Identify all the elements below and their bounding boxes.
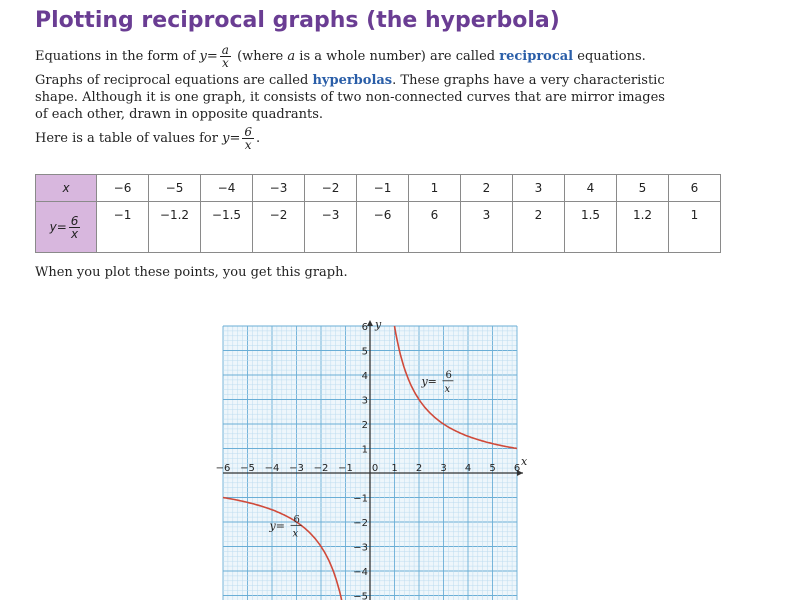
x-value-cell: 5 (617, 175, 669, 202)
x-tick-label: 3 (440, 463, 447, 474)
y-value-cell: 6 (409, 202, 461, 253)
x-value-cell: 4 (565, 175, 617, 202)
paragraph-reciprocal (35, 44, 646, 69)
x-tick-label: −1 (338, 463, 353, 474)
keyword-hyperbolas: hyperbolas (312, 73, 393, 88)
y-value-cell: −1.2 (149, 202, 201, 253)
denominator: x (221, 56, 229, 70)
x-value-cell: 3 (513, 175, 565, 202)
x-value-cell: −2 (305, 175, 357, 202)
y-value-cell: −1 (97, 202, 149, 253)
y-value-cell: −1.5 (201, 202, 253, 253)
x-value-cell: 1 (409, 175, 461, 202)
keyword-reciprocal: reciprocal (499, 49, 574, 64)
x-value-cell: 6 (669, 175, 721, 202)
x-tick-label: −3 (289, 463, 304, 474)
y-tick-label: −5 (353, 591, 368, 600)
x-value-cell: 2 (461, 175, 513, 202)
text: Graphs of reciprocal equations are called (35, 73, 309, 88)
curve-label-numerator: 6 (445, 369, 452, 381)
x-tick-label: 0 (371, 463, 379, 474)
numerator: 6 (244, 125, 252, 139)
x-axis-label: x (521, 455, 528, 468)
x-value-cell: −5 (149, 175, 201, 202)
numerator: a (221, 43, 229, 57)
y-value-cell: −3 (305, 202, 357, 253)
text: of each other, drawn in opposite quadrants. (35, 107, 324, 122)
var-a: a (287, 49, 296, 64)
y-tick-label: 1 (361, 444, 368, 456)
y-value-cell: 1 (669, 202, 721, 253)
y-value-cell: 2 (513, 202, 565, 253)
x-value-cell: −3 (253, 175, 305, 202)
y-tick-label: 4 (361, 371, 368, 382)
equals-sign: = (56, 219, 67, 234)
text: is a whole number) are called (299, 49, 496, 64)
var-y: y (49, 219, 57, 234)
text: shape. Although it is one graph, it consists of two non-connected curves that are mirror images (35, 90, 665, 105)
plot-caption: When you plot these points, you get this graph. (35, 265, 348, 280)
text: . (256, 131, 261, 146)
denominator: x (244, 138, 252, 152)
table-row-y (36, 202, 721, 253)
x-value-cell: −4 (201, 175, 253, 202)
x-tick-label: −2 (313, 463, 329, 474)
y-value-cell: −2 (253, 202, 305, 253)
y-tick-label: −2 (353, 518, 368, 529)
page-title: Plotting reciprocal graphs (the hyperbola) (35, 8, 560, 33)
var-y: y (222, 131, 230, 146)
y-header (36, 202, 97, 253)
x-tick-label: −4 (264, 463, 280, 474)
y-tick-label: 6 (361, 322, 368, 333)
text: Equations in the form of (35, 49, 196, 64)
y-tick-label: 2 (361, 420, 368, 431)
curve-label-denominator: x (292, 528, 299, 540)
y-value-cell: 1.5 (565, 202, 617, 253)
fraction-6-over-x (242, 126, 254, 151)
curve-label-denominator: x (444, 383, 451, 395)
x-value-cell: −6 (97, 175, 149, 202)
equals-sign: = (206, 49, 218, 64)
fraction-a-over-x (220, 44, 231, 69)
y-value-cell: 1.2 (617, 202, 669, 253)
y-tick-label: −1 (353, 493, 368, 505)
equals-sign: = (229, 131, 241, 146)
curve-label-y: y= (269, 519, 285, 533)
y-axis-label: y (375, 318, 382, 331)
x-tick-label: −6 (215, 463, 231, 474)
x-header: x (36, 175, 97, 202)
var-y: y (199, 49, 207, 64)
y-tick-label: −4 (353, 567, 368, 578)
y-tick-label: 5 (361, 346, 368, 358)
numerator: 6 (70, 213, 79, 228)
y-value-cell: −6 (357, 202, 409, 253)
text: . These graphs have a very characteristic (392, 73, 665, 88)
x-value-cell: −1 (357, 175, 409, 202)
denominator: x (71, 226, 79, 241)
x-tick-label: 4 (464, 463, 472, 474)
table-row-x (36, 175, 721, 202)
curve-label-numerator: 6 (293, 514, 300, 526)
y-tick-label: 3 (361, 395, 368, 407)
fraction-6-over-x (69, 215, 81, 240)
table-of-values (35, 174, 721, 253)
text: (where (237, 49, 284, 64)
y-value-cell: 3 (461, 202, 513, 253)
x-tick-label: 6 (513, 463, 521, 474)
text: Here is a table of values for (35, 131, 218, 146)
x-tick-label: 5 (489, 463, 496, 474)
paragraph-table-intro (35, 126, 260, 151)
x-tick-label: 1 (391, 463, 398, 474)
text: equations. (577, 49, 646, 64)
x-tick-label: −5 (240, 463, 255, 474)
y-tick-label: −3 (353, 542, 368, 554)
reciprocal-graph (215, 318, 545, 600)
paragraph-hyperbolas (35, 72, 735, 123)
curve-label-y: y= (421, 374, 437, 388)
x-tick-label: 2 (415, 463, 423, 474)
